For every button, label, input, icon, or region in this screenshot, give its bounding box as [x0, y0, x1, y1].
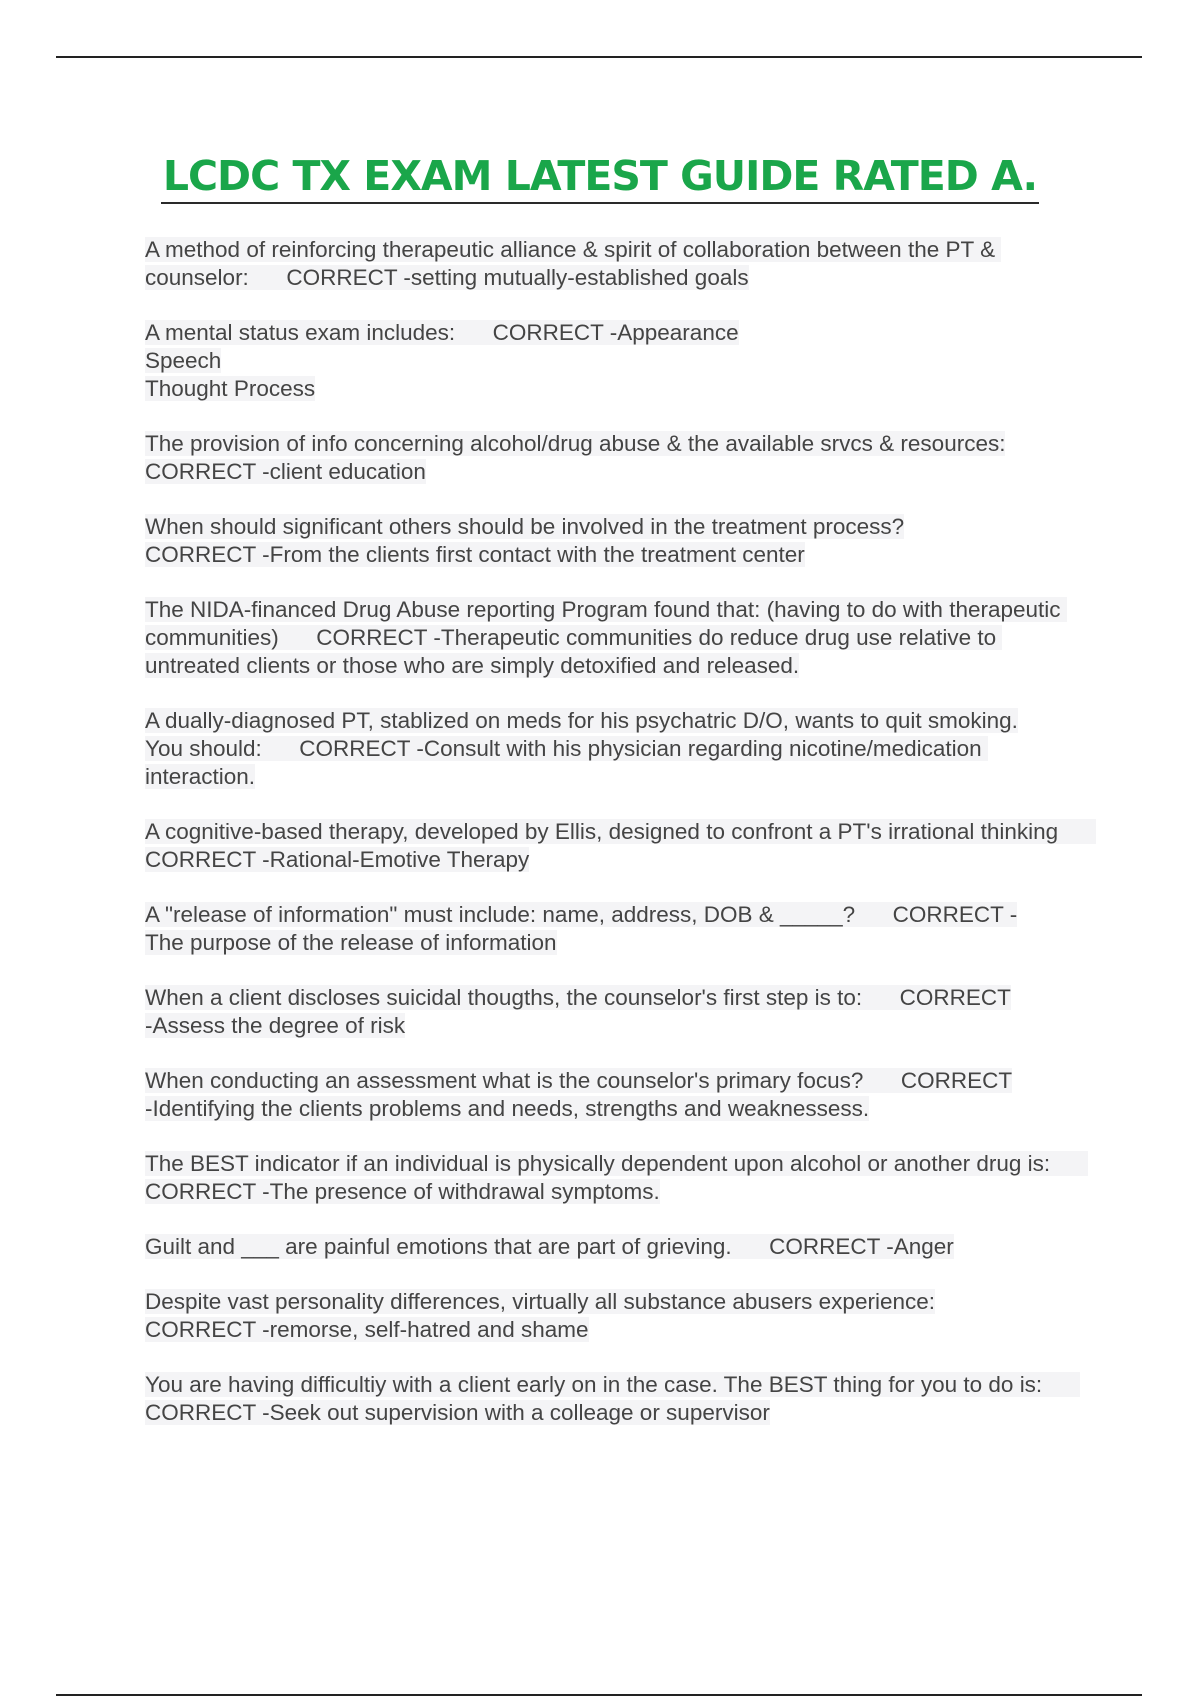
- qa-text: When should significant others should be involved in the treatment process? CORRECT -From the clients first contact with the treatment center: [145, 514, 905, 567]
- qa-text: The provision of info concerning alcohol/drug abuse & the available srvcs & resources: CORRECT -client education: [145, 431, 1006, 484]
- qa-item: [145, 513, 1095, 569]
- top-rule: [56, 56, 1142, 58]
- qa-item: [145, 430, 1095, 486]
- qa-text: When a client discloses suicidal thougths, the counselor's first step is to: CORRECT -Assess the degree of risk: [145, 985, 1011, 1038]
- qa-text: The NIDA-financed Drug Abuse reporting Program found that: (having to do with therapeutic communities) CORRECT -Therapeutic communities do reduce drug use relative to untreated clients or those who are simply detoxified and released.: [145, 597, 1067, 678]
- qa-item: [145, 1067, 1095, 1123]
- qa-item: [145, 1150, 1095, 1206]
- qa-item: [145, 707, 1095, 791]
- qa-text: A method of reinforcing therapeutic alliance & spirit of collaboration between the PT & counselor: CORRECT -setting mutually-established goals: [145, 237, 1002, 290]
- qa-text: Guilt and ___ are painful emotions that are part of grieving. CORRECT -Anger: [145, 1234, 954, 1259]
- page-title: [0, 150, 1200, 204]
- bottom-rule: [56, 1694, 1142, 1696]
- qa-text: A "release of information" must include: name, address, DOB & _____? CORRECT - The purpose of the release of information: [145, 902, 1018, 955]
- qa-text: You are having difficultiy with a client early on in the case. The BEST thing for you to do is: CORRECT -Seek out supervision with a colleage or supervisor: [145, 1372, 1080, 1425]
- qa-item: [145, 901, 1095, 957]
- qa-text: When conducting an assessment what is the counselor's primary focus? CORRECT -Identifying the clients problems and needs, strengths and weaknessess.: [145, 1068, 1013, 1121]
- qa-item: [145, 1371, 1095, 1427]
- qa-text: A cognitive-based therapy, developed by Ellis, designed to confront a PT's irrational thinking CORRECT -Rational-Emotive Therapy: [145, 819, 1096, 872]
- qa-item: [145, 818, 1095, 874]
- page-title-text: LCDC TX EXAM LATEST GUIDE RATED A.: [161, 150, 1039, 204]
- qa-text: Despite vast personality differences, virtually all substance abusers experience: CORRECT -remorse, self-hatred and shame: [145, 1289, 935, 1342]
- qa-text: A mental status exam includes: CORRECT -Appearance Speech Thought Process: [145, 320, 739, 401]
- qa-text: A dually-diagnosed PT, stablized on meds for his psychatric D/O, wants to quit smoking. You should: CORRECT -Consult with his physician regarding nicotine/medication interaction.: [145, 708, 1018, 789]
- qa-item: [145, 319, 1095, 403]
- qa-item: [145, 984, 1095, 1040]
- qa-text: The BEST indicator if an individual is physically dependent upon alcohol or another drug is: CORRECT -The presence of withdrawal symptoms.: [145, 1151, 1088, 1204]
- qa-item: [145, 236, 1095, 292]
- qa-item: [145, 1233, 1095, 1261]
- qa-item: [145, 596, 1095, 680]
- qa-item: [145, 1288, 1095, 1344]
- qa-list: [145, 236, 1095, 1454]
